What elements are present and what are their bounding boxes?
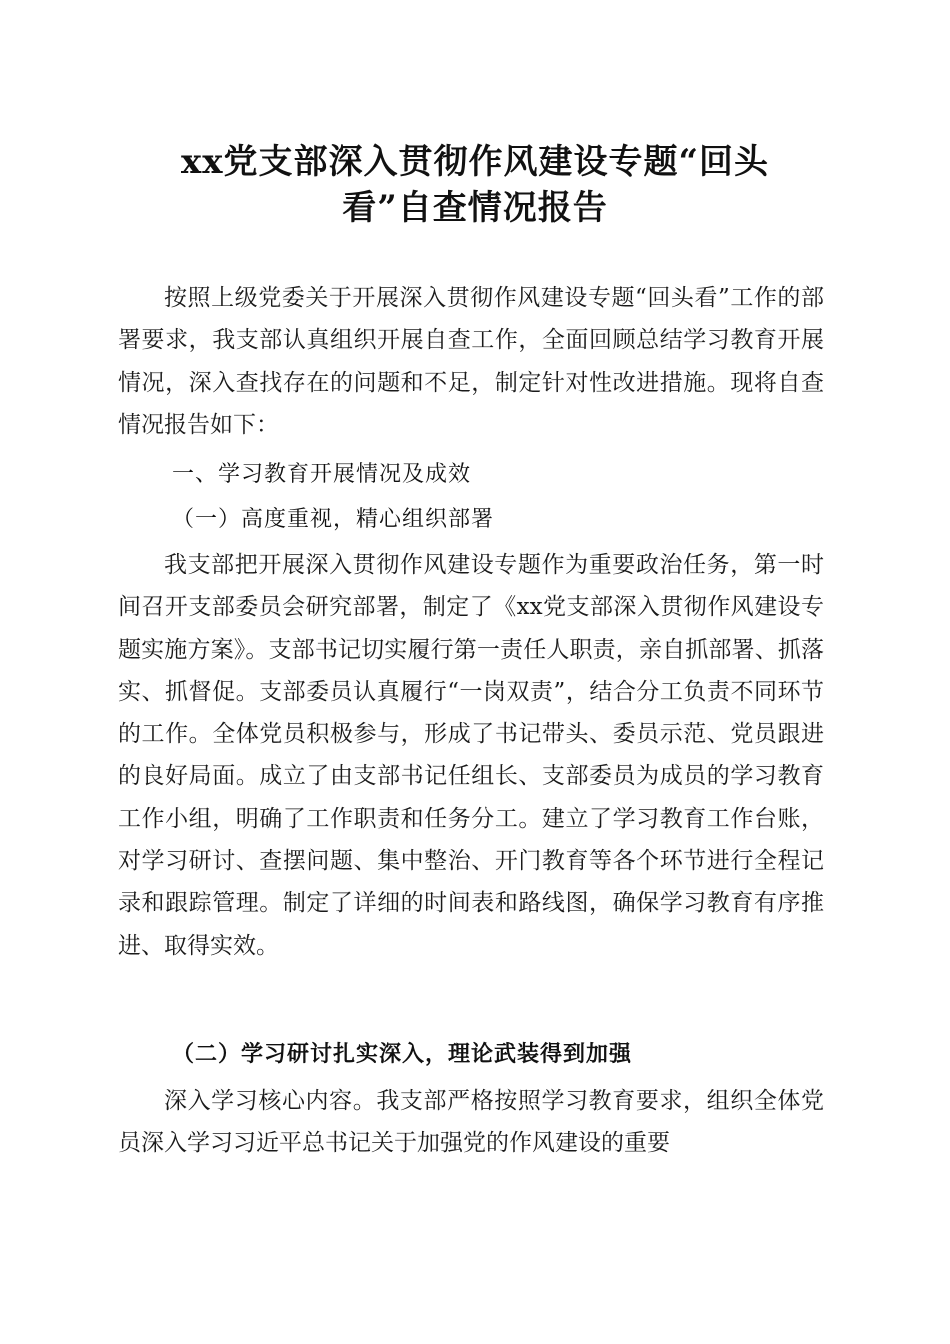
section-heading-1: 一、学习教育开展情况及成效 [172, 462, 472, 487]
subsection-1-paragraph: 我支部把开展深入贯彻作风建设专题作为重要政治任务，第一时间召开支部委员会研究部署，制定了《xx党支部深入贯彻作风建设专题实施方案》。支部书记切实履行第一责任人职责，亲自抓部署、抓落实、抓督促。支部委员认真履行“一岗双责”，结合分工负责不同环节的工作。全体党员积极参与，形成了书记带头、委员示范、党员跟进的良好局面。成立了由支部书记任组长、支部委员为成员的学习教育工作小组，明确了工作职责和任务分工。建立了学习教育工作台账，对学习研讨、查摆问题、集中整治、开门教育等各个环节进行全程记录和跟踪管理。制定了详细的时间表和路线图，确保学习教育有序推进、取得实效。 [118, 552, 824, 959]
intro-paragraph-block [118, 277, 824, 446]
subsection-2-paragraph-block [118, 1080, 824, 1165]
subsection-2-paragraph: 深入学习核心内容。我支部严格按照学习教育要求，组织全体党员深入学习习近平总书记关于加强党的作风建设的重要 [118, 1088, 824, 1157]
document-title-line-1: xx党支部深入贯彻作风建设专题“回头 [180, 142, 770, 182]
document-title-line-2: 看”自查情况报告 [342, 188, 608, 228]
intro-paragraph: 按照上级党委关于开展深入贯彻作风建设专题“回头看”工作的部署要求，我支部认真组织开展自查工作，全面回顾总结学习教育开展情况，深入查找存在的问题和不足，制定针对性改进措施。现将自查情况报告如下： [118, 285, 824, 438]
subsection-heading-2: （二）学习研讨扎实深入，理论武装得到加强 [172, 1041, 633, 1067]
subsection-1-paragraph-block [118, 544, 824, 967]
subsection-heading-1: （一）高度重视，精心组织部署 [172, 507, 495, 532]
